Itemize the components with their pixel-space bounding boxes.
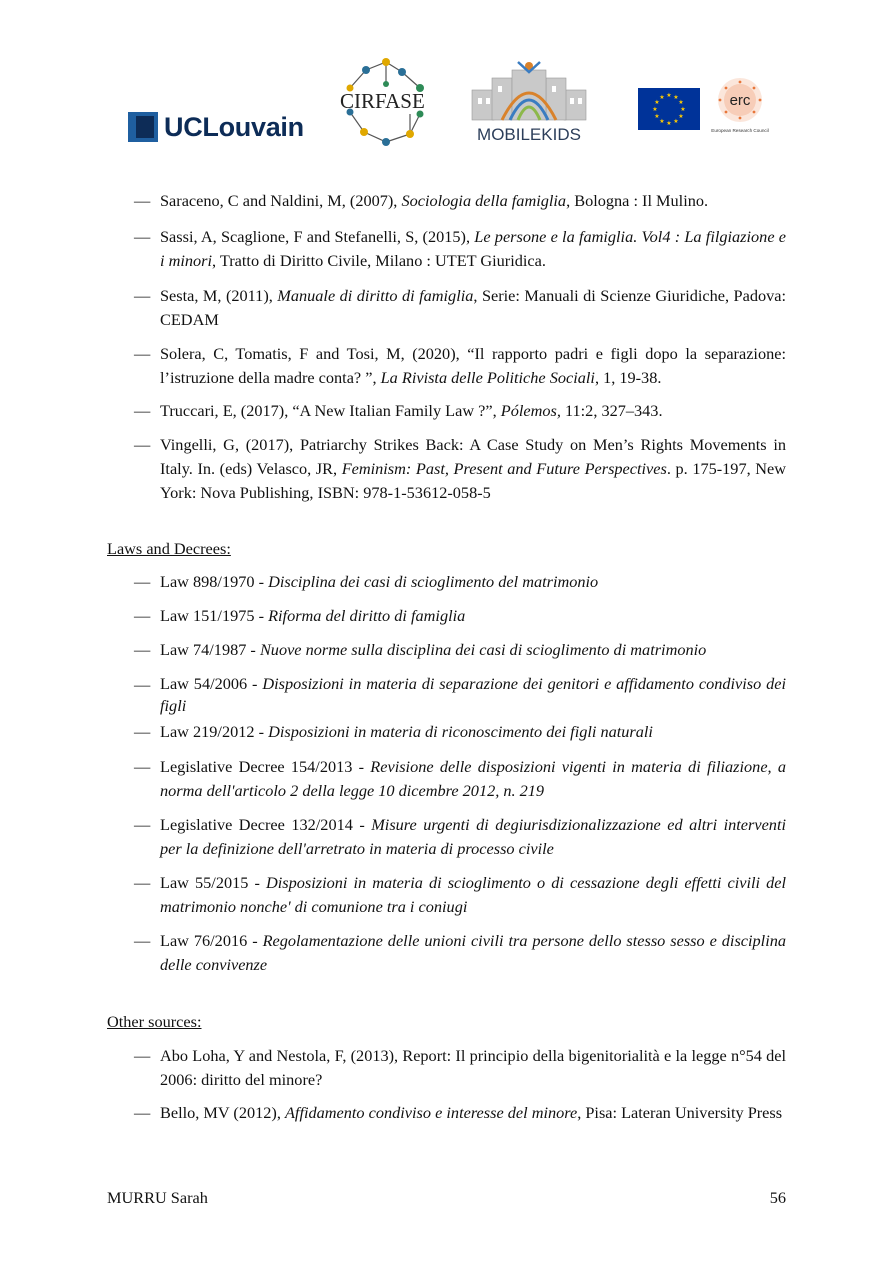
source-text: Bello, MV (2012), Affidamento condiviso e interesse del minore, Pisa: Lateran University Press bbox=[160, 1103, 783, 1122]
uclouvain-logo bbox=[128, 110, 304, 144]
law-text: Law 54/2006 - Disposizioni in materia di separazione dei genitori e affidamento condiviso dei figli bbox=[160, 674, 787, 715]
reference-entry bbox=[134, 342, 786, 390]
svg-text:★: ★ bbox=[673, 94, 679, 101]
mobilekids-lettering: MOBILEKIDS bbox=[477, 125, 581, 144]
law-entry bbox=[134, 673, 786, 717]
dash-bullet: — bbox=[134, 572, 151, 591]
erc-lettering: erc bbox=[729, 92, 751, 109]
reference-text: Sesta, M, (2011), Manuale di diritto di famiglia, Serie: Manuali di Scienze Giuridiche, Padova: CEDAM bbox=[160, 286, 786, 329]
law-entry bbox=[134, 570, 786, 594]
law-text: Law 55/2015 - Disposizioni in materia di scioglimento o di cessazione degli effetti civili del matrimonio nonche' di comunione tra i coniugi bbox=[160, 873, 787, 916]
law-entry bbox=[134, 871, 786, 919]
reference-text: Sassi, A, Scaglione, F and Stefanelli, S, (2015), Le persone e la famiglia. Vol4 : La filgiazione e i minori, Tratto di Diritto Civile, Milano : UTET Giuridica. bbox=[160, 227, 787, 270]
law-text: Law 76/2016 - Regolamentazione delle unioni civili tra persone dello stesso sesso e disciplina delle convivenze bbox=[160, 931, 786, 974]
law-entry bbox=[134, 813, 786, 861]
mobilekids-logo bbox=[458, 56, 600, 144]
reference-text: Saraceno, C and Naldini, M, (2007), Sociologia della famiglia, Bologna : Il Mulino. bbox=[160, 191, 709, 210]
svg-text:★: ★ bbox=[666, 92, 672, 99]
reference-entry bbox=[134, 433, 786, 505]
source-text: Abo Loha, Y and Nestola, F, (2013), Report: Il principio della bigenitorialità e la legge n°54 del 2006: diritto del minore? bbox=[160, 1046, 786, 1089]
svg-text:★: ★ bbox=[652, 106, 658, 113]
svg-text:★: ★ bbox=[680, 106, 686, 113]
dash-bullet: — bbox=[134, 675, 151, 694]
svg-text:★: ★ bbox=[654, 99, 660, 106]
reference-text: Vingelli, G, (2017), Patriarchy Strikes Back: A Case Study on Men’s Rights Movements in Italy. In. (eds) Velasco, JR, Feminism: Past, Present and Future Perspectives. p. 175-197, New York: Nova Publishing, ISBN: 978-1-53612-058-5 bbox=[160, 435, 786, 502]
law-text: Legislative Decree 154/2013 - Revisione delle disposizioni vigenti in materia di filiazione, a norma dell'articolo 2 della legge 10 dicembre 2012, n. 219 bbox=[160, 757, 786, 800]
svg-text:★: ★ bbox=[659, 118, 665, 125]
svg-text:★: ★ bbox=[654, 113, 660, 120]
svg-text:★: ★ bbox=[678, 113, 684, 120]
svg-text:★: ★ bbox=[673, 118, 679, 125]
dash-bullet: — bbox=[134, 401, 151, 420]
dash-bullet: — bbox=[134, 815, 151, 834]
dash-bullet: — bbox=[134, 757, 151, 776]
page-number: 56 bbox=[769, 1188, 786, 1207]
reference-text: Solera, C, Tomatis, F and Tosi, M, (2020), “Il rapporto padri e figli dopo la separazione: l’istruzione della madre conta? ”, La Rivista delle Politiche Sociali, 1, 19-38. bbox=[160, 344, 786, 387]
uclouvain-wordmark: UCLouvain bbox=[164, 111, 304, 142]
law-text: Law 898/1970 - Disciplina dei casi di scioglimento del matrimonio bbox=[160, 572, 599, 591]
law-entry bbox=[134, 929, 786, 977]
svg-text:★: ★ bbox=[659, 94, 665, 101]
reference-entry bbox=[134, 189, 786, 213]
erc-subtext: European Research Council bbox=[711, 128, 769, 133]
svg-text:★: ★ bbox=[678, 99, 684, 106]
law-text: Legislative Decree 132/2014 - Misure urgenti di degiurisdizionalizzazione ed altri interventi per la definizione dell'arretrato in materia di processo civile bbox=[160, 815, 786, 858]
law-entry bbox=[134, 755, 786, 803]
laws-heading: Laws and Decrees: bbox=[107, 539, 231, 558]
eu-flag-logo bbox=[638, 88, 700, 130]
law-entry bbox=[134, 604, 786, 628]
cirfase-logo bbox=[336, 52, 432, 152]
law-text: Law 219/2012 - Disposizioni in materia di riconoscimento dei figli naturali bbox=[160, 722, 653, 741]
dash-bullet: — bbox=[134, 606, 151, 625]
uclouvain-mark-icon bbox=[128, 112, 158, 142]
reference-text: Truccari, E, (2017), “A New Italian Family Law ?”, Pólemos, 11:2, 327–343. bbox=[160, 401, 663, 420]
reference-entry bbox=[134, 284, 786, 332]
dash-bullet: — bbox=[134, 435, 151, 454]
other-sources-heading: Other sources: bbox=[107, 1012, 202, 1031]
header-logos bbox=[0, 0, 892, 170]
reference-entry bbox=[134, 225, 786, 273]
footer-author: MURRU Sarah bbox=[107, 1188, 208, 1207]
dash-bullet: — bbox=[134, 931, 151, 950]
law-entry bbox=[134, 638, 786, 662]
dash-bullet: — bbox=[134, 1046, 151, 1065]
dash-bullet: — bbox=[134, 344, 151, 363]
source-entry bbox=[134, 1044, 786, 1092]
law-text: Law 74/1987 - Nuove norme sulla disciplina dei casi di scioglimento di matrimonio bbox=[160, 640, 707, 659]
dash-bullet: — bbox=[134, 227, 151, 246]
svg-text:★: ★ bbox=[666, 120, 672, 127]
dash-bullet: — bbox=[134, 286, 151, 305]
dash-bullet: — bbox=[134, 191, 151, 210]
dash-bullet: — bbox=[134, 640, 151, 659]
law-entry bbox=[134, 720, 786, 744]
erc-logo bbox=[706, 74, 774, 144]
reference-entry bbox=[134, 399, 786, 423]
dash-bullet: — bbox=[134, 722, 151, 741]
dash-bullet: — bbox=[134, 1103, 151, 1122]
dash-bullet: — bbox=[134, 873, 151, 892]
law-text: Law 151/1975 - Riforma del diritto di famiglia bbox=[160, 606, 466, 625]
source-entry bbox=[134, 1101, 786, 1125]
cirfase-lettering: CIRFASE bbox=[340, 89, 425, 113]
